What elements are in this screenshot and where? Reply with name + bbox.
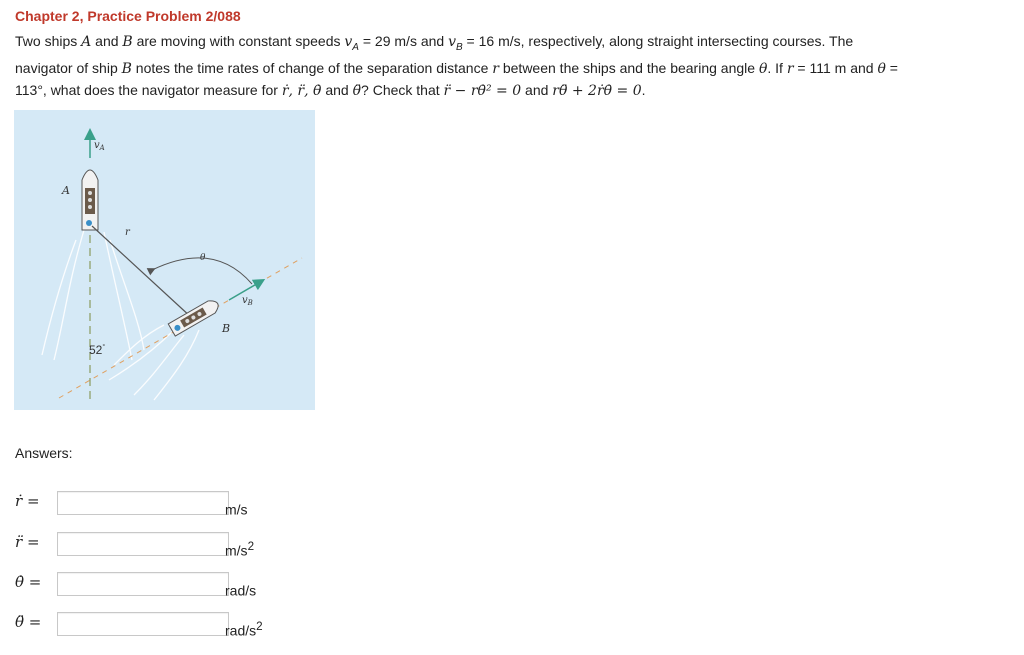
r-dot-input[interactable] [57, 491, 229, 515]
answer-unit: rad/s [225, 582, 257, 599]
problem-title: Chapter 2, Practice Problem 2/088 [15, 8, 241, 24]
separation-label: r [125, 227, 130, 238]
va-symbol: v [344, 34, 353, 50]
answer-unit: rad/$s^2$ [225, 620, 263, 639]
ship-b-label: B [222, 322, 231, 335]
answer-unit: m/s [225, 501, 248, 518]
ship-a [82, 170, 98, 230]
ships-diagram [14, 110, 315, 410]
ship-a-label: A [62, 184, 70, 197]
answer-row-theta-dot [15, 572, 415, 599]
answer-symbol: θ̈ = [15, 613, 42, 631]
answer-row-r-ddot [15, 532, 415, 559]
velocity-a-label: $v_A$ [94, 140, 105, 152]
velocity-b-label: $v_B$ [242, 295, 253, 307]
r-ddot-input[interactable] [57, 532, 229, 556]
theta-dot-input[interactable] [57, 572, 229, 596]
check-equation-1: r̈ − rθ̇² = 0 [443, 82, 522, 99]
answer-row-theta-ddot [15, 612, 415, 639]
course-angle-label: 52° [89, 343, 106, 357]
wake-lines [42, 230, 199, 400]
check-equation-2: rθ̈ + 2ṙθ̇ = 0 [552, 82, 642, 99]
separation-line [92, 226, 192, 318]
answers-label: Answers: [15, 445, 73, 461]
ships-diagram-svg [14, 110, 315, 410]
answer-unit: $m/s^2$ [225, 540, 255, 559]
theta-label: θ [200, 253, 206, 263]
answer-symbol: ṙ = [15, 492, 40, 510]
vb-symbol: v [448, 34, 456, 50]
answer-symbol: r̈ = [15, 533, 40, 551]
answer-row-r-dot [15, 491, 415, 518]
problem-statement: Two ships A and B are moving with constant speeds $v_A = 29$ m/s and $v_B = 16$ m/s, respectively, along straight intersecting courses. The navigator of ship B notes the time rates of change of the separation distance r between the ships and the bearing angle θ. If r = 111 m and θ = 113°, what does the navigator measure for ṙ, r̈, θ̇ and θ̈? Check that r̈ − rθ̇² = 0 and rθ̈ + 2ṙθ̇ = 0. [15, 33, 898, 99]
answer-symbol: θ̇ = [15, 573, 42, 591]
theta-ddot-input[interactable] [57, 612, 229, 636]
